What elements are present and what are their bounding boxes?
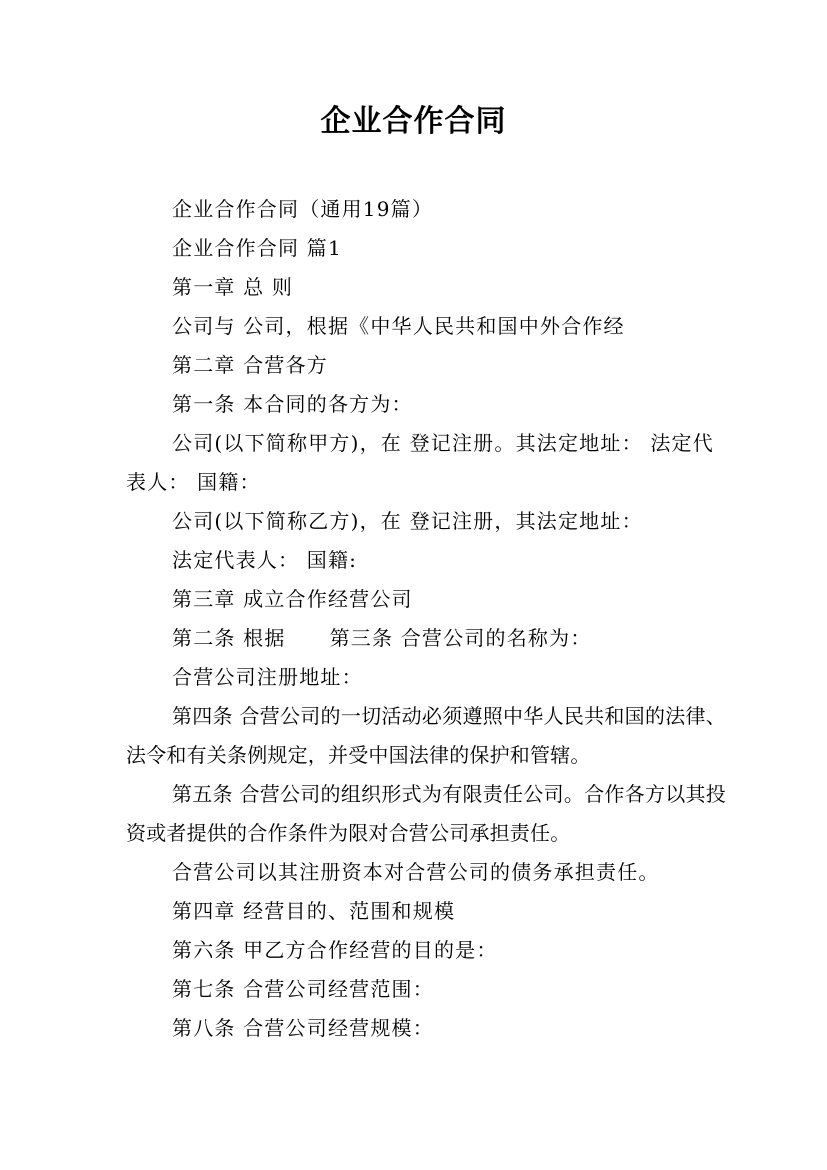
paragraph-chapter-2: 第二章 合营各方 bbox=[172, 353, 328, 377]
paragraph-party-a: 公司(以下简称甲方)，在 登记注册。其法定地址： 法定代表人： 国籍： bbox=[126, 431, 714, 494]
paragraph-party-b: 公司(以下简称乙方)，在 登记注册，其法定地址： bbox=[172, 509, 643, 533]
paragraph-intro: 公司与 公司，根据《中华人民共和国中外合作经 bbox=[172, 314, 625, 338]
paragraph-article-5: 第五条 合营公司的组织形式为有限责任公司。合作各方以其投资或者提供的合作条件为限对合营公司承担责任。 bbox=[126, 782, 726, 845]
paragraph-party-b-rep: 法定代表人： 国籍: bbox=[172, 548, 358, 572]
paragraph-article-6: 第六条 甲乙方合作经营的目的是： bbox=[172, 938, 498, 962]
paragraph-article-2-3 bbox=[126, 619, 726, 658]
document-title: 企业合作合同 bbox=[320, 104, 507, 139]
document-body bbox=[126, 190, 726, 1048]
paragraph-chapter-4: 第四章 经营目的、范围和规模 bbox=[172, 899, 456, 923]
paragraph-article-4: 第四条 合营公司的一切活动必须遵照中华人民共和国的法律、法令和有关条例规定，并受中国法律的保护和管辖。 bbox=[126, 704, 726, 767]
article-3-text: 第三条 合营公司的名称为： bbox=[329, 626, 592, 650]
paragraph-subtitle: 企业合作合同（通用19篇） bbox=[172, 197, 434, 221]
paragraph-registered-address: 合营公司注册地址： bbox=[172, 665, 363, 689]
paragraph-article-7: 第七条 合营公司经营范围： bbox=[172, 977, 434, 1001]
article-2-text: 第二条 根据 bbox=[172, 626, 286, 650]
paragraph-chapter-1: 第一章 总 则 bbox=[172, 275, 294, 299]
paragraph-article-1: 第一条 本合同的各方为： bbox=[172, 392, 413, 416]
paragraph-liability: 合营公司以其注册资本对合营公司的债务承担责任。 bbox=[172, 860, 660, 884]
paragraph-chapter-3: 第三章 成立合作经营公司 bbox=[172, 587, 413, 611]
paragraph-section-heading: 企业合作合同 篇1 bbox=[172, 236, 342, 260]
paragraph-article-8: 第八条 合营公司经营规模： bbox=[172, 1016, 434, 1040]
